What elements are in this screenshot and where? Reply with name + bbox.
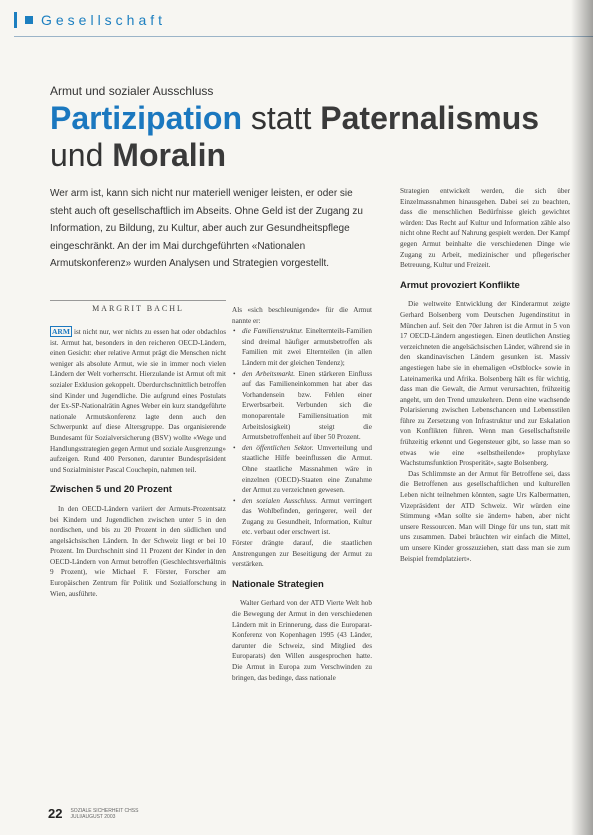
- list-item: [240, 443, 372, 496]
- article-kicker: Armut und sozialer Ausschluss: [50, 84, 214, 98]
- list-item-text: Armut verringert das Wohlbefinden, geringerer, weil der Zugang zu Gesundheit, Information, Kultur etc. verbaut oder erschwert ist.: [242, 496, 372, 537]
- column-1: [50, 326, 226, 599]
- list-item-label: den öffentlichen Sektor.: [242, 443, 314, 452]
- journal-info: [70, 808, 138, 820]
- column-3: [400, 186, 570, 564]
- paragraph-text: ist nicht nur, wer nichts zu essen hat oder obdachlos ist. Armut hat, besonders in den reicheren OECD-Ländern, einen Gesicht: eher relative Armut prägt die Menschen nicht weniger als absolute Armut, wie sie in immer noch vielen Ländern der Welt vorherrscht. Hierzulande ist Armut oft mit sozialer Exklusion gekoppelt. Überdurchschnittlich betroffen sind Kinder und Jugendliche. Die aufgrund eines Postulats der Ex-SP-Nationalrätin Agnes Weber ein kurz standgeführte nationale Armutskonferenz lagte denn auch den Schwerpunkt auf diese Altersgruppe. Das organisierende Bundesamt für Sozialversicherung (BSV) wollte «Wege und Handlungsstrategien gegen Armut und soziale Ausgrenzung» aufzeigen. Rund 400 Personen, darunter Bundespräsident und Sozialminister Pascal Couchepin, nahmen teil.: [50, 328, 226, 474]
- paragraph: Strategien entwickelt werden, die sich über Einzelmassnahmen hinausgehen. Dabei sei zu beachten, dass die menschlichen Bedürfnisse gleich gewichtet würden: Das Recht auf Kultur und Information zähle also nicht ohne Recht auf Nahrung gespielt werden. Der Kampf gegen Armut beinhalte die verschiedenen Dinge wie Zugang zu Arbeit, medizinischer und pflegerischer Betreuung, Kultur und Freizeit.: [400, 187, 570, 270]
- list-item: [240, 369, 372, 443]
- title-mid: statt: [242, 100, 321, 136]
- column-2: [232, 305, 372, 683]
- list-item-text: Einelternteils-Familien sind dreimal häufiger armutsbetroffen als Familien mit zwei Elternteilen (in allen Ländern mit der gleichen Tendenz);: [242, 327, 372, 367]
- paragraph: In den OECD-Ländern variiert der Armuts-Prozentsatz bei Kindern und Jugendlichen zwischen unter 5 in den nordischen, und bis zu 20 Prozent in den südlichen und angelsächsischen Ländern. In der Schweiz liegt er bei 10 Prozent. Im Durchschnitt sind 11 Prozent der Kinder in den OECD-Ländern von Armut betroffen (Geschlechtsverhältnis 9 Prozent), wie Michael F. Förster, Forscher am Europäischen Zentrum für Politik und Sozialforschung in Wien, ausführte.: [50, 504, 226, 598]
- list-item-label: den sozialen Ausschluss.: [242, 496, 318, 505]
- journal-issue: JULI/AUGUST 2003: [70, 813, 116, 820]
- list-item-label: die Familienstruktur.: [242, 327, 304, 336]
- title-line2-b: Moralin: [112, 137, 227, 173]
- page-edge-shadow: [571, 0, 593, 835]
- section-label: Gesellschaft: [41, 12, 167, 28]
- paragraph: Das Schlimmste an der Armut für Betroffene sei, dass die Betroffenen aus gesellschaftlichen und kulturellen Leben nicht teilnehmen könnten, sagte Urs Kalbermatten, Vizepräsident der ATD Schweiz. Wir würden eine Stimmung «Man sollte sie ändern» haben, aber nicht unsere Ressourcen. Man will Dinge für uns tun, statt mit uns zusammen. Dabei bräuchten wir einfach die Mittel, um unsere Kinder grosszuziehen, statt dass man sie zum Beispiel fremdplatziert».: [400, 469, 570, 563]
- title-rest: Paternalismus: [320, 100, 540, 136]
- rubric-bar: [14, 12, 17, 28]
- factor-list: [232, 326, 372, 538]
- title-highlight: Partizipation: [50, 100, 243, 136]
- subheading: Armut provoziert Konflikte: [400, 279, 520, 291]
- paragraph: Als «sich beschleunigende» für die Armut nannte er:: [232, 306, 372, 325]
- section-rubric: [14, 12, 166, 28]
- list-item-text: Umverteilung und staatliche Hilfe beeinflussen die Armut. Ohne staatliche Massnahmen wäre in einzelnen (OECD)-Staaten eine Zunahme der Armut zu verzeichnen gewesen.: [242, 443, 372, 495]
- subheading: Nationale Strategien: [232, 578, 324, 590]
- header-rule: [14, 36, 593, 37]
- paragraph: Walter Gerhard von der ATD Vierte Welt hob die Bewegung der Armut in den verschiedenen Ländern mit in Erinnerung, dass die Europarat-Konferenz von Kopenhagen 1995 (43 Länder, darunter die Schweiz, sind Mitglied des Europarats) den Willen ausgesprochen hatte. Die Armut in Europa zum Verschwinden zu bringen, das bedinge, dass nationale: [232, 599, 372, 682]
- paragraph: Die weltweite Entwicklung der Kinderarmut zeigte Gerhard Bolsenberg vom Deutschen Jugendinstitut in München auf. Seit den 70er Jahren ist die Armut in 5 von 17 OECD-Ländern angestiegen. Einen deutlichen Anstieg verzeichneten die angelsächsischen Länder, während sie in den skandinavischen Ländern gesunken ist. Massiv angestiegen habe sie in ehemaligen «Ostblock» sowie in Lateinamerika und Afrika. Bolsenberg hält es für wichtig, dass man die Gewalt, die Armut verursachten, frühzeitig angeht, um den Trend umzukehren. Denn eine wachsende Polarisierung zwischen Lebenschancen und Lebensstilen führe zu Zersetzung von Infrastruktur und zur Eskalation von Konflikten führen. Wenn man Gesellschaftsteile frühzeitig erkennt und Gegensteuer gibt, so lasse man so etwas wie eine «selbstheilende» prophylaxe Wachstumsfunktion Prosperität», sagte Bolsenberg.: [400, 300, 570, 468]
- paragraph: Förster drängte darauf, die staatlichen Anstrengungen zur Beseitigung der Armut zu verstärken.: [232, 539, 372, 569]
- journal-name: SOZIALE SICHERHEIT CHSS: [70, 807, 139, 814]
- page-footer: [48, 806, 138, 821]
- byline: MARGRIT BACHL: [50, 300, 226, 313]
- title-line2-a: und: [50, 137, 113, 173]
- list-item-text: Einen stärkeren Einfluss auf das Familieneinkommen hat aber das Vorhandensein bzw. Fehlen einer Erwerbsarbeit. Verbunden sich die monoparentale Familiensituation mit Arbeitslosigkeit) steigt die Armutsbetroffenheit auf über 50 Prozent.: [242, 369, 372, 442]
- list-item: [240, 326, 372, 368]
- list-item: [240, 496, 372, 538]
- article-lead: Wer arm ist, kann sich nicht nur materiell weniger leisten, er oder sie steht auch oft gesellschaftlich im Abseits. Ohne Geld ist der Zugang zu Information, zu Bildung, zu Kultur, aber auch zur Gesundheitspflege eingeschränkt. An der im Mai durchgeführten «Nationalen Armutskonferenz» wurden Analysen und Strategien vorgestellt.: [50, 188, 363, 269]
- rubric-square-icon: [25, 16, 33, 24]
- subheading: Zwischen 5 und 20 Prozent: [50, 484, 172, 496]
- article-title: [50, 100, 593, 174]
- list-item-label: den Arbeitsmarkt.: [242, 369, 296, 378]
- page-number: 22: [48, 806, 63, 821]
- initial-badge: ARM: [52, 327, 70, 336]
- paragraph: [50, 326, 226, 475]
